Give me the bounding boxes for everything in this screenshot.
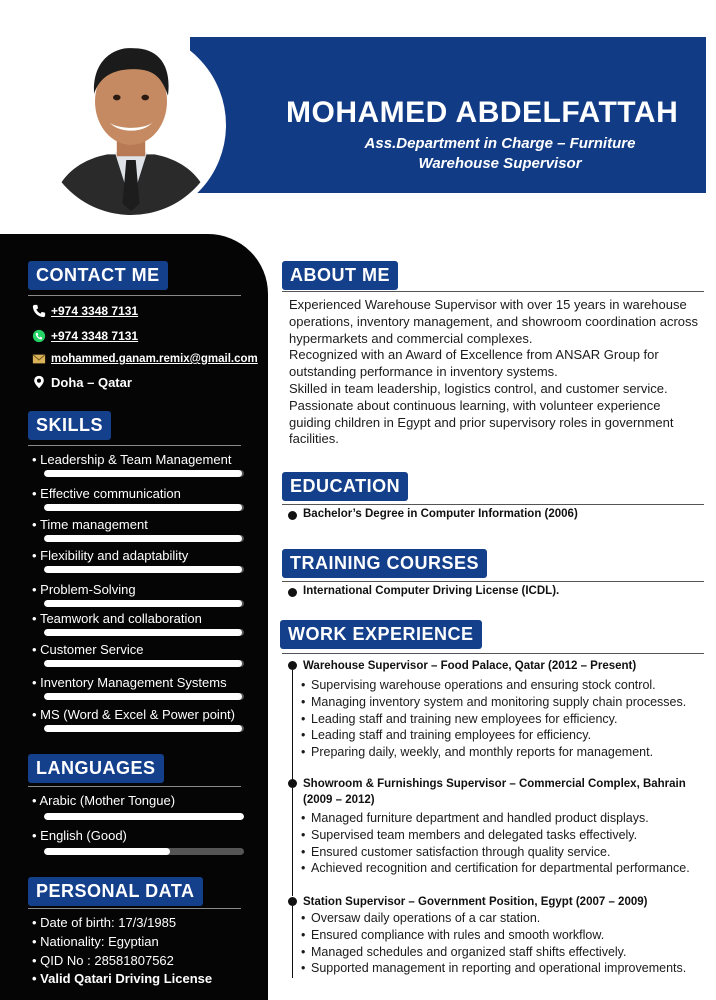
job-1-duty: • Leading staff and training employees for efficiency. [303,727,708,744]
about-heading: ABOUT ME [282,261,398,290]
job-1-duty: • Supervising warehouse operations and ensuring stock control. [303,677,708,694]
skill-level-bar [44,725,244,732]
education-bullet-dot [288,511,297,520]
skill-level-fill [44,535,242,542]
job-2-duty: • Achieved recognition and certification for departmental performance. [303,860,708,877]
job-3-duty: • Ensured compliance with rules and smooth workflow. [303,927,708,944]
license-text: Valid Qatari Driving License [40,971,213,986]
skill-item [32,675,247,690]
job-3-dot [288,897,297,906]
skill-label-wrap: • MS (Word & Excel & Power point) [32,707,235,722]
job-2-timeline [292,788,293,896]
skill-level-bar [44,629,244,636]
candidate-name: MOHAMED ABDELFATTAH [286,96,679,129]
language-label: Arabic (Mother Tongue) [39,793,176,808]
skills-divider [28,445,241,446]
skill-level-bar [44,470,244,477]
subtitle-line-1: Ass.Department in Charge – Furniture [364,135,636,152]
skill-item [32,452,247,467]
language-level-fill [44,813,244,820]
skill-level-bar [44,660,244,667]
about-paragraph-1: Experienced Warehouse Supervisor with over 15 years in warehouse operations, inventory management, and showroom coordination across hypermarkets and commercial complexes. [289,297,699,346]
job-subtitle [300,134,700,174]
skill-level-bar [44,693,244,700]
language-level-fill [44,848,170,855]
dob-text: Date of birth: 17/3/1985 [40,915,177,930]
skill-item [32,486,247,501]
job-2-title-line-1: Showroom & Furnishings Supervisor – Commercial Complex, Bahrain [303,778,686,790]
work-divider [282,653,704,654]
skill-level-bar [44,566,244,573]
person-portrait-icon [41,35,221,215]
job-1-duty: • Managing inventory system and monitoring supply chain processes. [303,694,708,711]
language-label: English (Good) [40,828,127,843]
job-3-timeline [292,906,293,978]
training-heading: TRAINING COURSES [282,549,487,578]
job-3-duty: • Oversaw daily operations of a car station. [303,910,708,927]
job-1-duties [303,677,708,761]
skill-label-wrap: • Customer Service [32,642,144,657]
skill-level-fill [44,725,242,732]
job-3-title: Station Supervisor – Government Position, Egypt (2007 – 2009) [303,896,648,908]
job-1-duty: • Leading staff and training new employees for efficiency. [303,711,708,728]
skill-item [32,548,247,563]
contact-location [32,373,132,391]
whatsapp-number[interactable]: +974 3348 7131 [51,329,139,343]
job-2-duty: • Supervised team members and delegated tasks effectively. [303,827,708,844]
skill-label: MS (Word & Excel & Power point) [40,707,235,722]
personal-heading: PERSONAL DATA [28,877,203,906]
job-2-duty: • Managed furniture department and handled product displays. [303,810,708,827]
skill-item [32,707,247,722]
job-2-duty: • Ensured customer satisfaction through quality service. [303,844,708,861]
qid-text: QID No : 28581807562 [40,953,174,968]
skill-level-bar [44,600,244,607]
about-paragraph-2: Recognized with an Award of Excellence from ANSAR Group for outstanding performance in inventory systems. [289,347,659,380]
training-item: International Computer Driving License (ICDL). [303,585,560,597]
contact-phone[interactable] [32,304,138,318]
skill-level-fill [44,470,242,477]
education-heading: EDUCATION [282,472,408,501]
personal-nationality: • Nationality: Egyptian [32,934,159,949]
language-item [32,793,247,808]
language-level-bar [44,813,244,820]
contact-divider [28,295,241,296]
personal-divider [28,908,241,909]
language-label-wrap: • English (Good) [32,828,127,843]
skill-item [32,611,247,626]
skill-level-fill [44,600,242,607]
skill-label: Leadership & Team Management [40,452,232,467]
job-3-duty: • Managed schedules and organized staff shifts effectively. [303,944,708,961]
skill-label-wrap: • Problem-Solving [32,582,136,597]
about-paragraph-3: Skilled in team leadership, logistics control, and customer service. [289,380,668,396]
skill-level-fill [44,566,242,573]
skill-label: Effective communication [40,486,181,501]
phone-icon [32,304,46,318]
skill-label: Time management [39,517,148,532]
profile-photo [36,30,226,220]
skill-item [32,642,247,657]
training-bullet-dot [288,588,297,597]
about-text [289,297,704,448]
job-2-title [303,776,686,808]
skill-item [32,517,247,532]
location-text: Doha – Qatar [51,374,132,390]
skill-level-fill [44,660,242,667]
language-level-bar [44,848,244,855]
skill-level-fill [44,693,242,700]
whatsapp-icon [32,329,46,343]
work-heading: WORK EXPERIENCE [280,620,482,649]
job-1-title: Warehouse Supervisor – Food Palace, Qatar (2012 – Present) [303,660,637,672]
skill-label-wrap: • Effective communication [32,486,181,501]
about-divider [282,291,704,292]
job-1-timeline [292,670,293,780]
location-pin-icon [32,373,46,391]
personal-dob: • Date of birth: 17/3/1985 [32,915,177,930]
skill-label-wrap: • Flexibility and adaptability [32,548,189,563]
job-1-dot [288,661,297,670]
job-3-duty: • Supported management in reporting and operational improvements. [303,960,708,977]
skill-label-wrap: • Inventory Management Systems [32,675,227,690]
skills-heading: SKILLS [28,411,111,440]
mail-icon [32,352,46,366]
skill-label: Customer Service [40,642,144,657]
education-item: Bachelor’s Degree in Computer Information (2006) [303,508,578,520]
email-address[interactable]: mohammed.ganam.remix@gmail.com [51,353,258,365]
job-2-dot [288,779,297,788]
job-1-duty: • Preparing daily, weekly, and monthly reports for management. [303,744,708,761]
skill-level-bar [44,504,244,511]
language-item [32,828,247,843]
subtitle-line-2: Warehouse Supervisor [418,155,582,172]
education-divider [282,504,704,505]
skill-label-wrap: • Teamwork and collaboration [32,611,202,626]
job-3-duties [303,910,708,977]
job-2-duties [303,810,708,877]
skill-level-bar [44,535,244,542]
skill-label: Teamwork and collaboration [39,611,202,626]
job-2-title-line-2: (2009 – 2012) [303,794,375,806]
phone-number[interactable]: +974 3348 7131 [51,304,139,318]
skill-label: Problem-Solving [40,582,136,597]
nationality-text: Nationality: Egyptian [40,934,159,949]
contact-email[interactable] [32,352,258,366]
training-divider [282,581,704,582]
personal-qid: • QID No : 28581807562 [32,953,174,968]
skill-label: Inventory Management Systems [40,675,227,690]
skill-level-fill [44,504,242,511]
skill-label: Flexibility and adaptability [40,548,189,563]
languages-divider [28,786,241,787]
skill-label-wrap: • Time management [32,517,148,532]
skill-level-fill [44,629,242,636]
language-label-wrap: • Arabic (Mother Tongue) [32,793,176,808]
about-paragraph-4: Passionate about continuous learning, with volunteer experience guiding children in Egypt and prior supervisory roles in government facilities. [289,397,674,447]
languages-heading: LANGUAGES [28,754,164,783]
personal-license: • Valid Qatari Driving License [32,971,213,986]
contact-heading: CONTACT ME [28,261,168,290]
skill-item [32,582,247,597]
contact-whatsapp[interactable] [32,329,138,343]
skill-label-wrap: • Leadership & Team Management [32,452,232,467]
